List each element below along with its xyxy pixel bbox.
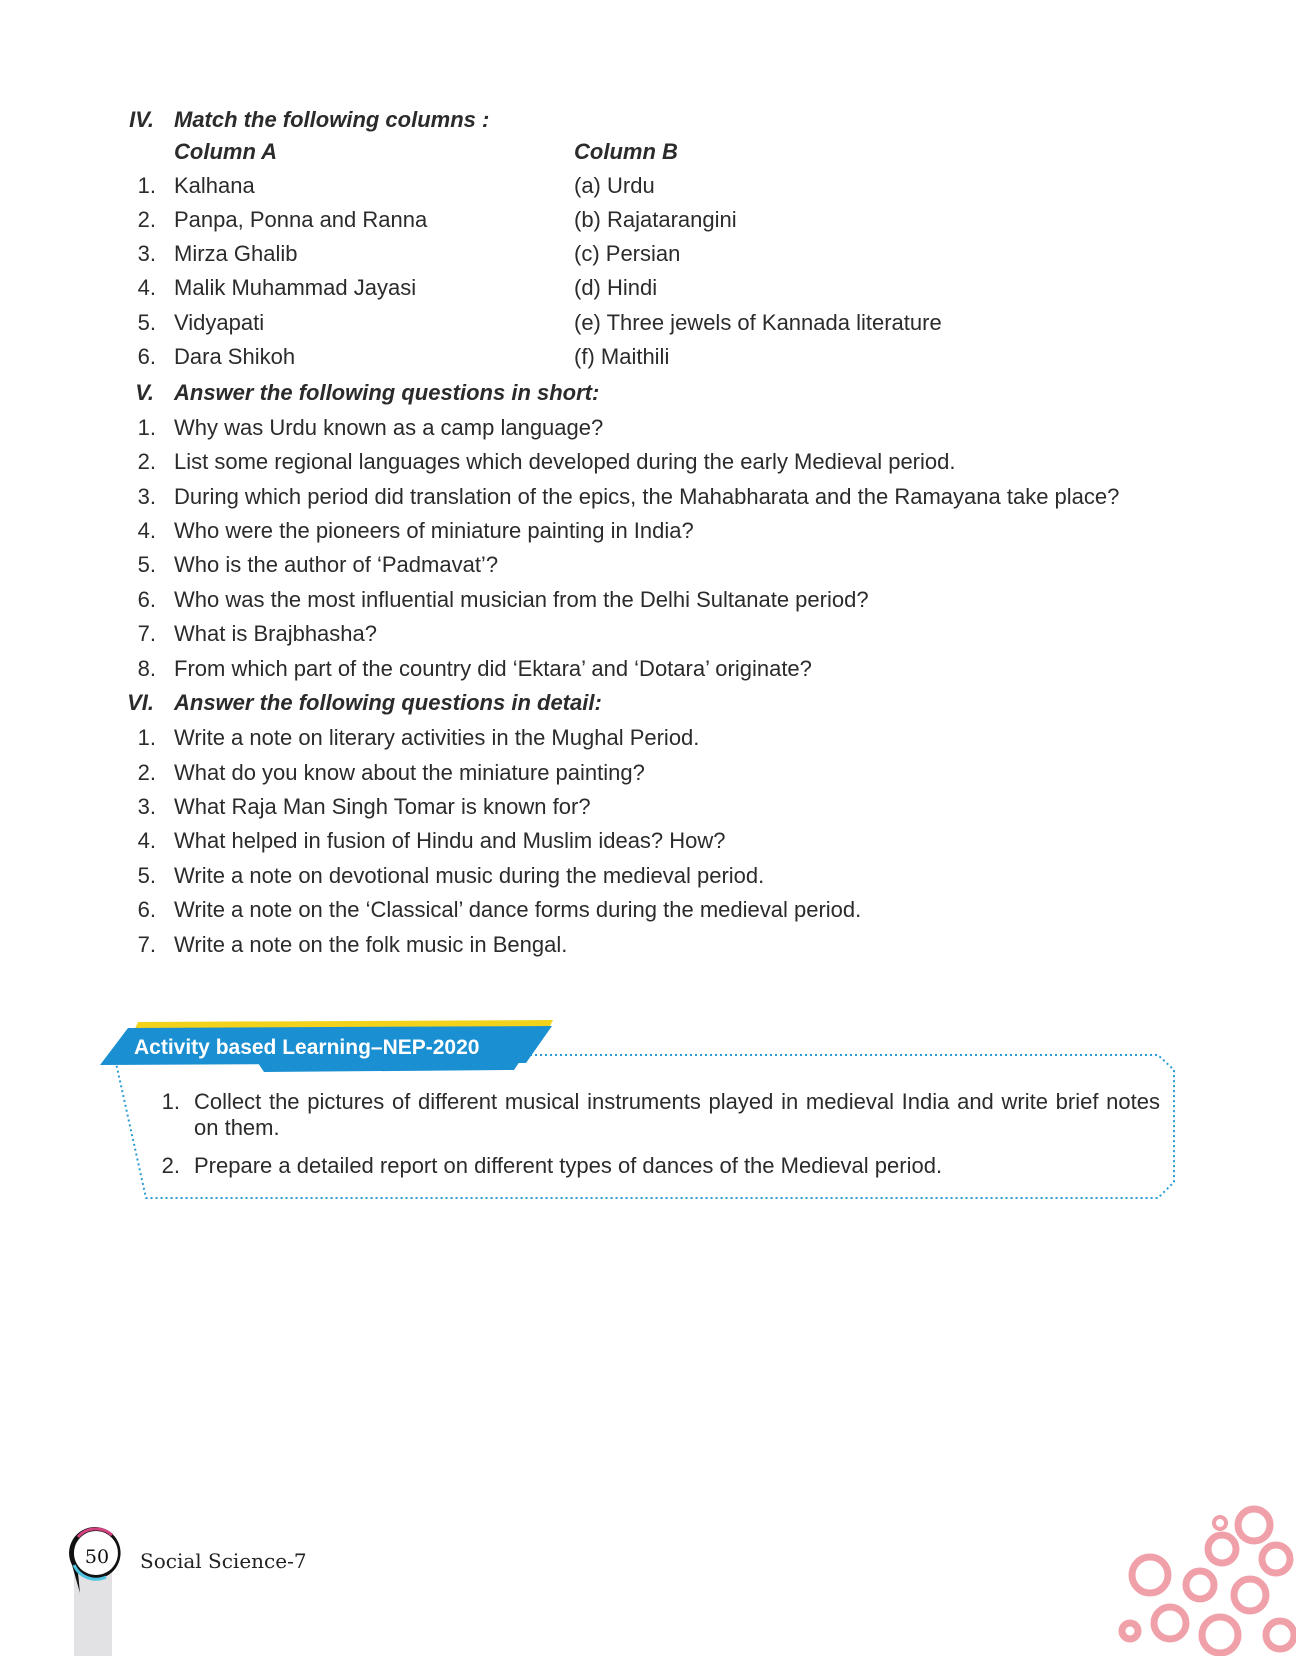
question-text: Why was Urdu known as a camp language?: [174, 415, 604, 440]
question-number: 8.: [137, 656, 156, 681]
question-text: What helped in fusion of Hindu and Muslim ideas? How?: [174, 828, 726, 853]
activity-item-text: Prepare a detailed report on different types of dances of the Medieval period.: [194, 1153, 943, 1178]
match-column-a: Dara Shikoh: [174, 344, 296, 369]
question-number: 3.: [137, 484, 156, 509]
question-number: 7.: [137, 621, 156, 646]
question-number: 1.: [137, 725, 156, 750]
question-number: 4.: [137, 828, 156, 853]
question-text: Write a note on devotional music during the medieval period.: [174, 863, 765, 888]
match-column-b: (e) Three jewels of Kannada literature: [574, 310, 942, 335]
match-row-number: 3.: [137, 241, 156, 266]
section-vi-heading: Answer the following questions in detail:: [174, 690, 602, 715]
activity-item-text: Collect the pictures of different musical instruments played in medieval India and write brief notes on them.: [194, 1089, 1160, 1140]
question-number: 6.: [137, 587, 156, 612]
question-text: What Raja Man Singh Tomar is known for?: [174, 794, 591, 819]
question-text: During which period did translation of the epics, the Mahabharata and the Ramayana take place?: [174, 484, 1120, 509]
decorative-circles: [1110, 1505, 1296, 1656]
question-number: 5.: [137, 552, 156, 577]
question-text: Write a note on the ‘Classical’ dance forms during the medieval period.: [174, 897, 862, 922]
match-row-number: 6.: [137, 344, 156, 369]
question-number: 7.: [137, 932, 156, 957]
question-text: Who was the most influential musician from the Delhi Sultanate period?: [174, 587, 869, 612]
match-column-a: Kalhana: [174, 173, 255, 198]
section-v-roman: V.: [135, 380, 154, 405]
question-number: 3.: [137, 794, 156, 819]
match-row-number: 1.: [137, 173, 156, 198]
activity-item-number: 1.: [161, 1089, 180, 1114]
question-text: What do you know about the miniature painting?: [174, 760, 645, 785]
section-v-heading: Answer the following questions in short:: [174, 380, 600, 405]
question-number: 5.: [137, 863, 156, 888]
match-column-a: Mirza Ghalib: [174, 241, 298, 266]
column-a-header: Column A: [174, 139, 278, 164]
match-column-b: (c) Persian: [574, 241, 681, 266]
question-text: What is Brajbhasha?: [174, 621, 377, 646]
match-column-a: Panpa, Ponna and Ranna: [174, 207, 428, 232]
question-text: Write a note on literary activities in the Mughal Period.: [174, 725, 700, 750]
match-column-b: (f) Maithili: [574, 344, 670, 369]
section-iv-roman: IV.: [129, 107, 154, 132]
question-number: 2.: [137, 449, 156, 474]
page-number: 50: [84, 1546, 110, 1568]
question-text: Who were the pioneers of miniature painting in India?: [174, 518, 694, 543]
question-text: Write a note on the folk music in Bengal.: [174, 932, 568, 957]
column-b-header: Column B: [574, 139, 678, 164]
match-row-number: 4.: [137, 275, 156, 300]
match-column-b: (a) Urdu: [574, 173, 655, 198]
question-text: Who is the author of ‘Padmavat’?: [174, 552, 499, 577]
activity-item-number: 2.: [161, 1153, 180, 1178]
question-text: List some regional languages which developed during the early Medieval period.: [174, 449, 956, 474]
section-vi-roman: VI.: [127, 690, 154, 715]
question-number: 4.: [137, 518, 156, 543]
activity-title: Activity based Learning–NEP-2020: [134, 1036, 480, 1059]
match-column-a: Vidyapati: [174, 310, 265, 335]
match-column-a: Malik Muhammad Jayasi: [174, 275, 417, 300]
match-column-b: (b) Rajatarangini: [574, 207, 737, 232]
question-text: From which part of the country did ‘Ektara’ and ‘Dotara’ originate?: [174, 656, 812, 681]
book-title: Social Science-7: [140, 1549, 307, 1573]
match-row-number: 2.: [137, 207, 156, 232]
section-iv-heading: Match the following columns :: [174, 107, 490, 132]
match-row-number: 5.: [137, 310, 156, 335]
match-column-b: (d) Hindi: [574, 275, 658, 300]
question-number: 2.: [137, 760, 156, 785]
question-number: 1.: [137, 415, 156, 440]
question-number: 6.: [137, 897, 156, 922]
